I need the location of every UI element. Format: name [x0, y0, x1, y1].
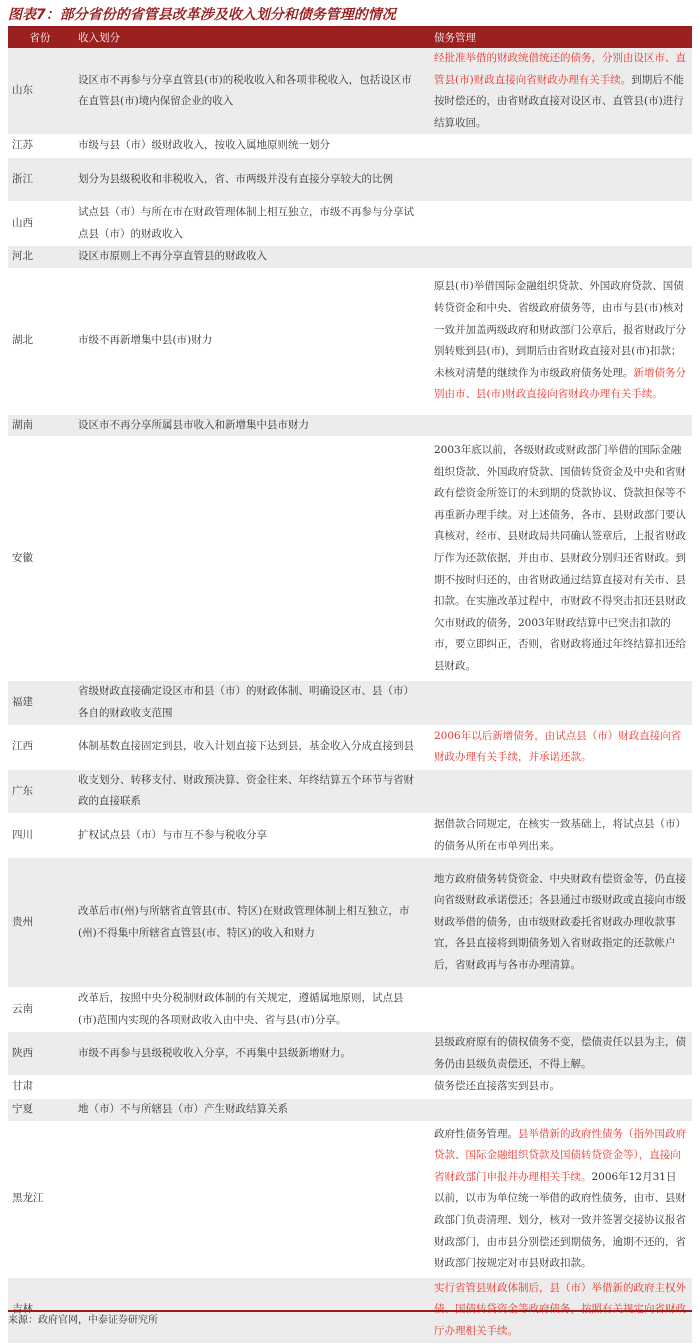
income-cell: 设区市不再分享所属县市收入和新增集中县市财力 [72, 414, 428, 437]
source-note: 来源：政府官网，中泰证券研究所 [8, 1310, 692, 1330]
debt-cell [428, 681, 692, 725]
income-cell: 市级不再新增集中县(市)财力 [72, 268, 428, 414]
income-cell: 划分为县级税收和非税收入，省、市两级并没有直接分享较大的比例 [72, 157, 428, 201]
debt-cell: 2006年以后新增债务，由试点县（市）财政直接向省财政办理有关手续，并承诺还款。 [428, 725, 692, 769]
province-cell: 湖北 [8, 268, 72, 414]
table-row [8, 769, 692, 813]
province-cell: 安徽 [8, 437, 72, 681]
income-cell: 体制基数直接固定到县，收入计划直接下达到县，基金收入分成直接到县 [72, 725, 428, 769]
debt-cell [428, 246, 692, 269]
province-cell: 广东 [8, 769, 72, 813]
province-table [8, 28, 692, 1344]
province-cell: 宁夏 [8, 1099, 72, 1122]
income-cell: 设区市原则上不再分享直管县的财政收入 [72, 246, 428, 269]
table-row [8, 681, 692, 725]
province-cell: 黑龙江 [8, 1121, 72, 1277]
income-cell: 扩权试点县（市）与市互不参与税收分享 [72, 813, 428, 857]
debt-cell [428, 414, 692, 437]
province-cell: 甘肃 [8, 1076, 72, 1099]
table-row [8, 201, 692, 245]
debt-text: 到期后不能按时偿还的，由省财政直接对设区市、直管县(市)进行结算收回。 [434, 73, 684, 129]
debt-text: 原县(市)举借国际金融组织贷款、外国政府贷款、国债转贷资金和中央、省级政府债务等，由市与县(市)核对一致并加盖两级政府和财政部门公章后，报省财政厅分别转账到县(市)，到期后由省财政直接对县(市)扣款；未核对清楚的继续作为市级政府债务处理。 [434, 280, 686, 379]
debt-cell [428, 769, 692, 813]
table-row [8, 437, 692, 681]
income-cell: 改革后，按照中央分税制财政体制的有关规定，遵循属地原则，试点县(市)范围内实现的各项财政收入由中央、省与县(市)分享。 [72, 988, 428, 1032]
table-row [8, 135, 692, 158]
income-cell: 设区市不再参与分享直管县(市)的税收收入和各项非税收入，包括设区市在直管县(市)境内保留企业的收入 [72, 48, 428, 135]
debt-highlight: 经批准举借的财政统借统还的债务，分别由设区市、直管县(市)财政直接向省财政办理有关手续。 [434, 52, 686, 86]
table-row [8, 725, 692, 769]
province-cell: 河北 [8, 246, 72, 269]
table-header-row [8, 28, 692, 48]
province-cell: 山西 [8, 201, 72, 245]
debt-cell: 据借款合同规定，在核实一致基础上，将试点县（市）的债务从所在市单列出来。 [428, 813, 692, 857]
debt-cell [428, 157, 692, 201]
table-row [8, 246, 692, 269]
table-row [8, 157, 692, 201]
income-cell: 收支划分、转移支付、财政预决算、资金往来、年终结算五个环节与省财政的直接联系 [72, 769, 428, 813]
province-cell: 江苏 [8, 135, 72, 158]
debt-cell [428, 988, 692, 1032]
income-cell: 地（市）不与所辖县（市）产生财政结算关系 [72, 1099, 428, 1122]
debt-cell [428, 1121, 692, 1277]
province-cell: 贵州 [8, 858, 72, 988]
table-row [8, 858, 692, 988]
table-row [8, 1076, 692, 1099]
debt-cell: 2003年底以前，各级财政或财政部门举借的国际金融组织贷款、外国政府贷款、国债转贷资金及中央和省财政有偿资金所签订的未到期的贷款协议、贷款担保等不再重新办理手续。对上述债务，各市、县财政部门要认真核对，经市、县财政局共同确认签章后，上报省财政厅作为还款依据，并由市、县财政分别归还省财政。到期不按时归还的，由省财政通过结算直接对有关市、县扣款。在实施改革过程中，市财政不得突击扣还县财政欠市财政的债务，2003年财政结算中已突击扣款的市，要立即纠正，否则，省财政将通过年终结算扣还给县财政。 [428, 437, 692, 681]
table-row [8, 1032, 692, 1076]
province-cell: 云南 [8, 988, 72, 1032]
table-row [8, 1099, 692, 1122]
province-cell: 福建 [8, 681, 72, 725]
table-row [8, 48, 692, 135]
header-income: 收入划分 [72, 28, 428, 48]
province-cell: 吉林 [8, 1277, 72, 1343]
income-cell: 试点县（市）与所在市在财政管理体制上相互独立，市级不再参与分享试点县（市）的财政收入 [72, 201, 428, 245]
debt-cell: 地方政府债务转贷资金、中央财政有偿资金等，仍直接向省级财政承诺偿还；各县通过市级财政或直接向市级财政举借的债务，由市级财政委托省财政办理收款事宜，各县直接将到期债务划入省财政指定的还款帐户后，省财政再与各市办理清算。 [428, 858, 692, 988]
table-row [8, 268, 692, 414]
debt-text: 2006年12月31日以前，以市为单位统一举借的政府性债务，由市、县财政部门负责清理、划分，核对一致并签署交接协议报省财政部门，由市县分别偿还到期债务，逾期不还的，省财政部门按规定对市县财政扣款。 [434, 1170, 686, 1270]
debt-cell: 债务偿还直接落实到县市。 [428, 1076, 692, 1099]
debt-lead: 政府性债务管理。 [434, 1127, 518, 1140]
header-debt: 债务管理 [428, 28, 692, 48]
header-province: 省份 [8, 28, 72, 48]
debt-cell: 实行省管县财政体制后，县（市）举借新的政府主权外债、国债转贷资金等政府债务，按照有关规定向省财政厅办理相关手续。 [428, 1277, 692, 1343]
debt-cell [428, 201, 692, 245]
debt-cell: 县级政府原有的债权债务不变，偿债责任以县为主，债务仍由县级负责偿还，不得上解。 [428, 1032, 692, 1076]
income-cell: 市级不再参与县级税收收入分享，不再集中县级新增财力。 [72, 1032, 428, 1076]
province-cell: 四川 [8, 813, 72, 857]
figure-title: 图表7：部分省份的省管县改革涉及收入划分和债务管理的情况 [8, 7, 396, 23]
province-cell: 湖南 [8, 414, 72, 437]
income-cell: 市级与县（市）级财政收入，按收入属地原则统一划分 [72, 135, 428, 158]
income-cell [72, 1076, 428, 1099]
province-cell: 浙江 [8, 157, 72, 201]
debt-highlight: 县举借新的政府性债务（指外国政府贷款、国际金融组织贷款及国债转贷资金等），直接向省财政部门申报并办理相关手续。 [434, 1127, 686, 1183]
debt-cell [428, 135, 692, 158]
table-row [8, 813, 692, 857]
income-cell [72, 1121, 428, 1277]
table-row [8, 988, 692, 1032]
income-cell [72, 437, 428, 681]
debt-cell [428, 268, 692, 414]
table-row [8, 1121, 692, 1277]
province-cell: 江西 [8, 725, 72, 769]
debt-cell [428, 48, 692, 135]
debt-highlight: 新增债务分别由市、县(市)财政直接向省财政办理有关手续。 [434, 366, 686, 401]
table-row [8, 414, 692, 437]
province-cell: 陕西 [8, 1032, 72, 1076]
income-cell: 改革后市(州)与所辖省直管县(市、特区)在财政管理体制上相互独立，市(州)不得集中所辖省直管县(市、特区)的收入和财力 [72, 858, 428, 988]
province-cell: 山东 [8, 48, 72, 135]
income-cell: 省级财政直接确定设区市和县（市）的财政体制、明确设区市、县（市）各自的财政收支范围 [72, 681, 428, 725]
debt-cell [428, 1099, 692, 1122]
